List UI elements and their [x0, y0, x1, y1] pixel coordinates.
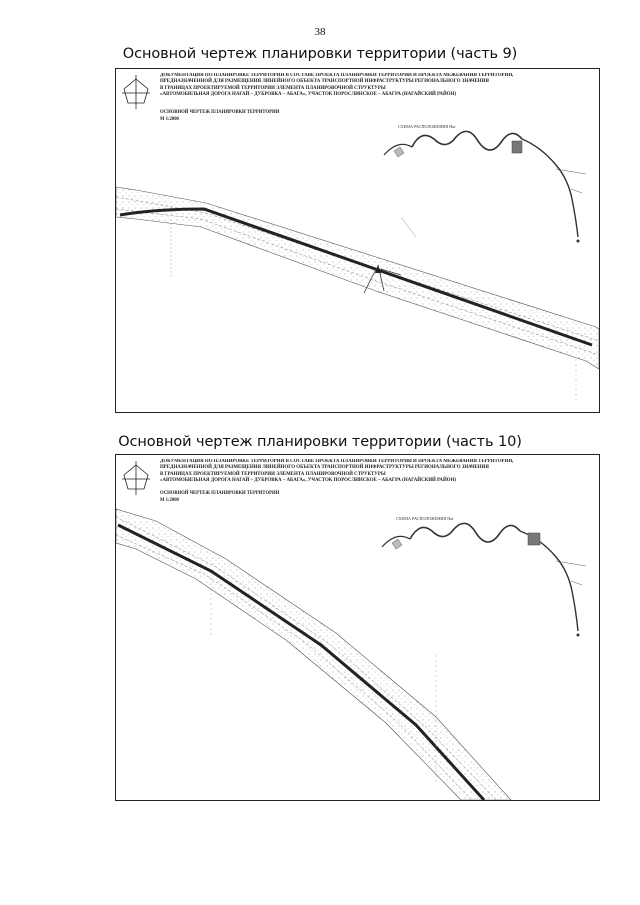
sheet-2-header-line: «АВТОМОБИЛЬНАЯ ДОРОГА НАГАЙ – ДУБРОВКА – АБАГА», УЧАСТОК ПОРОСЛИНСКОЕ – АБАГРА (НАГАЙСКИЙ РАЙОН): [160, 477, 457, 483]
location-scheme-inset: [384, 131, 586, 242]
sheet-2-drawing-name: ОСНОВНОЙ ЧЕРТЕЖ ПЛАНИРОВКИ ТЕРРИТОРИИ: [160, 491, 280, 496]
sheet-2-header: [160, 459, 513, 484]
sheet-2-header-line: ПРЕДНАЗНАЧЕННОЙ ДЛЯ РАЗМЕЩЕНИЯ ЛИНЕЙНОГО ОБЪЕКТА ТРАНСПОРТНОЙ ИНФРАСТРУКТУРЫ РЕГИОНАЛЬНОГО ЗНАЧЕНИЯ: [160, 465, 489, 471]
sheet-1-header-line: «АВТОМОБИЛЬНАЯ ДОРОГА НАГАЙ – ДУБРОВКА – АБАГА», УЧАСТОК ПОРОСЛИНСКОЕ – АБАГРА (НАГАЙСКИЙ РАЙОН): [160, 91, 457, 97]
sheet-2-drawing-frame: [115, 454, 600, 801]
sheet-1-header-line: В ГРАНИЦАХ ПРОЕКТИРУЕМОЙ ТЕРРИТОРИИ ЭЛЕМЕНТА ПЛАНИРОВОЧНОЙ СТРУКТУРЫ: [160, 85, 386, 91]
sheet-2-plan-drawing: [116, 455, 599, 800]
sheet-1-inset-title: СХЕМА РАСПОЛОЖЕНИЯ Наг: [398, 124, 456, 129]
sheet-1-scale: М 1:2000: [160, 117, 179, 122]
north-arrow-icon: [122, 75, 150, 109]
sheet-1-header-line: ДОКУМЕНТАЦИЯ ПО ПЛАНИРОВКЕ ТЕРРИТОРИИ В СОСТАВЕ ПРОЕКТА ПЛАНИРОВКИ ТЕРРИТОРИИ И ПРОЕКТА МЕЖЕВАНИЯ ТЕРРИТОРИИ,: [160, 73, 514, 78]
sheet-1-plan-drawing: [116, 69, 599, 412]
location-scheme-inset: [382, 523, 586, 636]
sheet-1-header: [160, 73, 513, 98]
sheet-1-header-line: ПРЕДНАЗНАЧЕННОЙ ДЛЯ РАЗМЕЩЕНИЯ ЛИНЕЙНОГО ОБЪЕКТА ТРАНСПОРТНОЙ ИНФРАСТРУКТУРЫ РЕГИОНАЛЬНОГО ЗНАЧЕНИЯ: [160, 79, 489, 85]
sheet-1-drawing-frame: [115, 68, 600, 413]
page-number: 38: [314, 26, 326, 38]
sheet-2-inset-title: СХЕМА РАСПОЛОЖЕНИЯ Наг: [396, 516, 454, 521]
sheet-2-header-line: В ГРАНИЦАХ ПРОЕКТИРУЕМОЙ ТЕРРИТОРИИ ЭЛЕМЕНТА ПЛАНИРОВОЧНОЙ СТРУКТУРЫ: [160, 471, 386, 477]
sheet-2-scale: М 1:2000: [160, 498, 179, 503]
sheet-2-title: Основной чертеж планировки территории (часть 10): [118, 434, 522, 450]
sheet-2-header-line: ДОКУМЕНТАЦИЯ ПО ПЛАНИРОВКЕ ТЕРРИТОРИИ В СОСТАВЕ ПРОЕКТА ПЛАНИРОВКИ ТЕРРИТОРИИ И ПРОЕКТА МЕЖЕВАНИЯ ТЕРРИТОРИИ,: [160, 459, 514, 464]
sheet-1-drawing-name: ОСНОВНОЙ ЧЕРТЕЖ ПЛАНИРОВКИ ТЕРРИТОРИИ: [160, 110, 280, 115]
north-arrow-icon: [122, 461, 150, 495]
sheet-1-title: Основной чертеж планировки территории (часть 9): [122, 46, 518, 62]
